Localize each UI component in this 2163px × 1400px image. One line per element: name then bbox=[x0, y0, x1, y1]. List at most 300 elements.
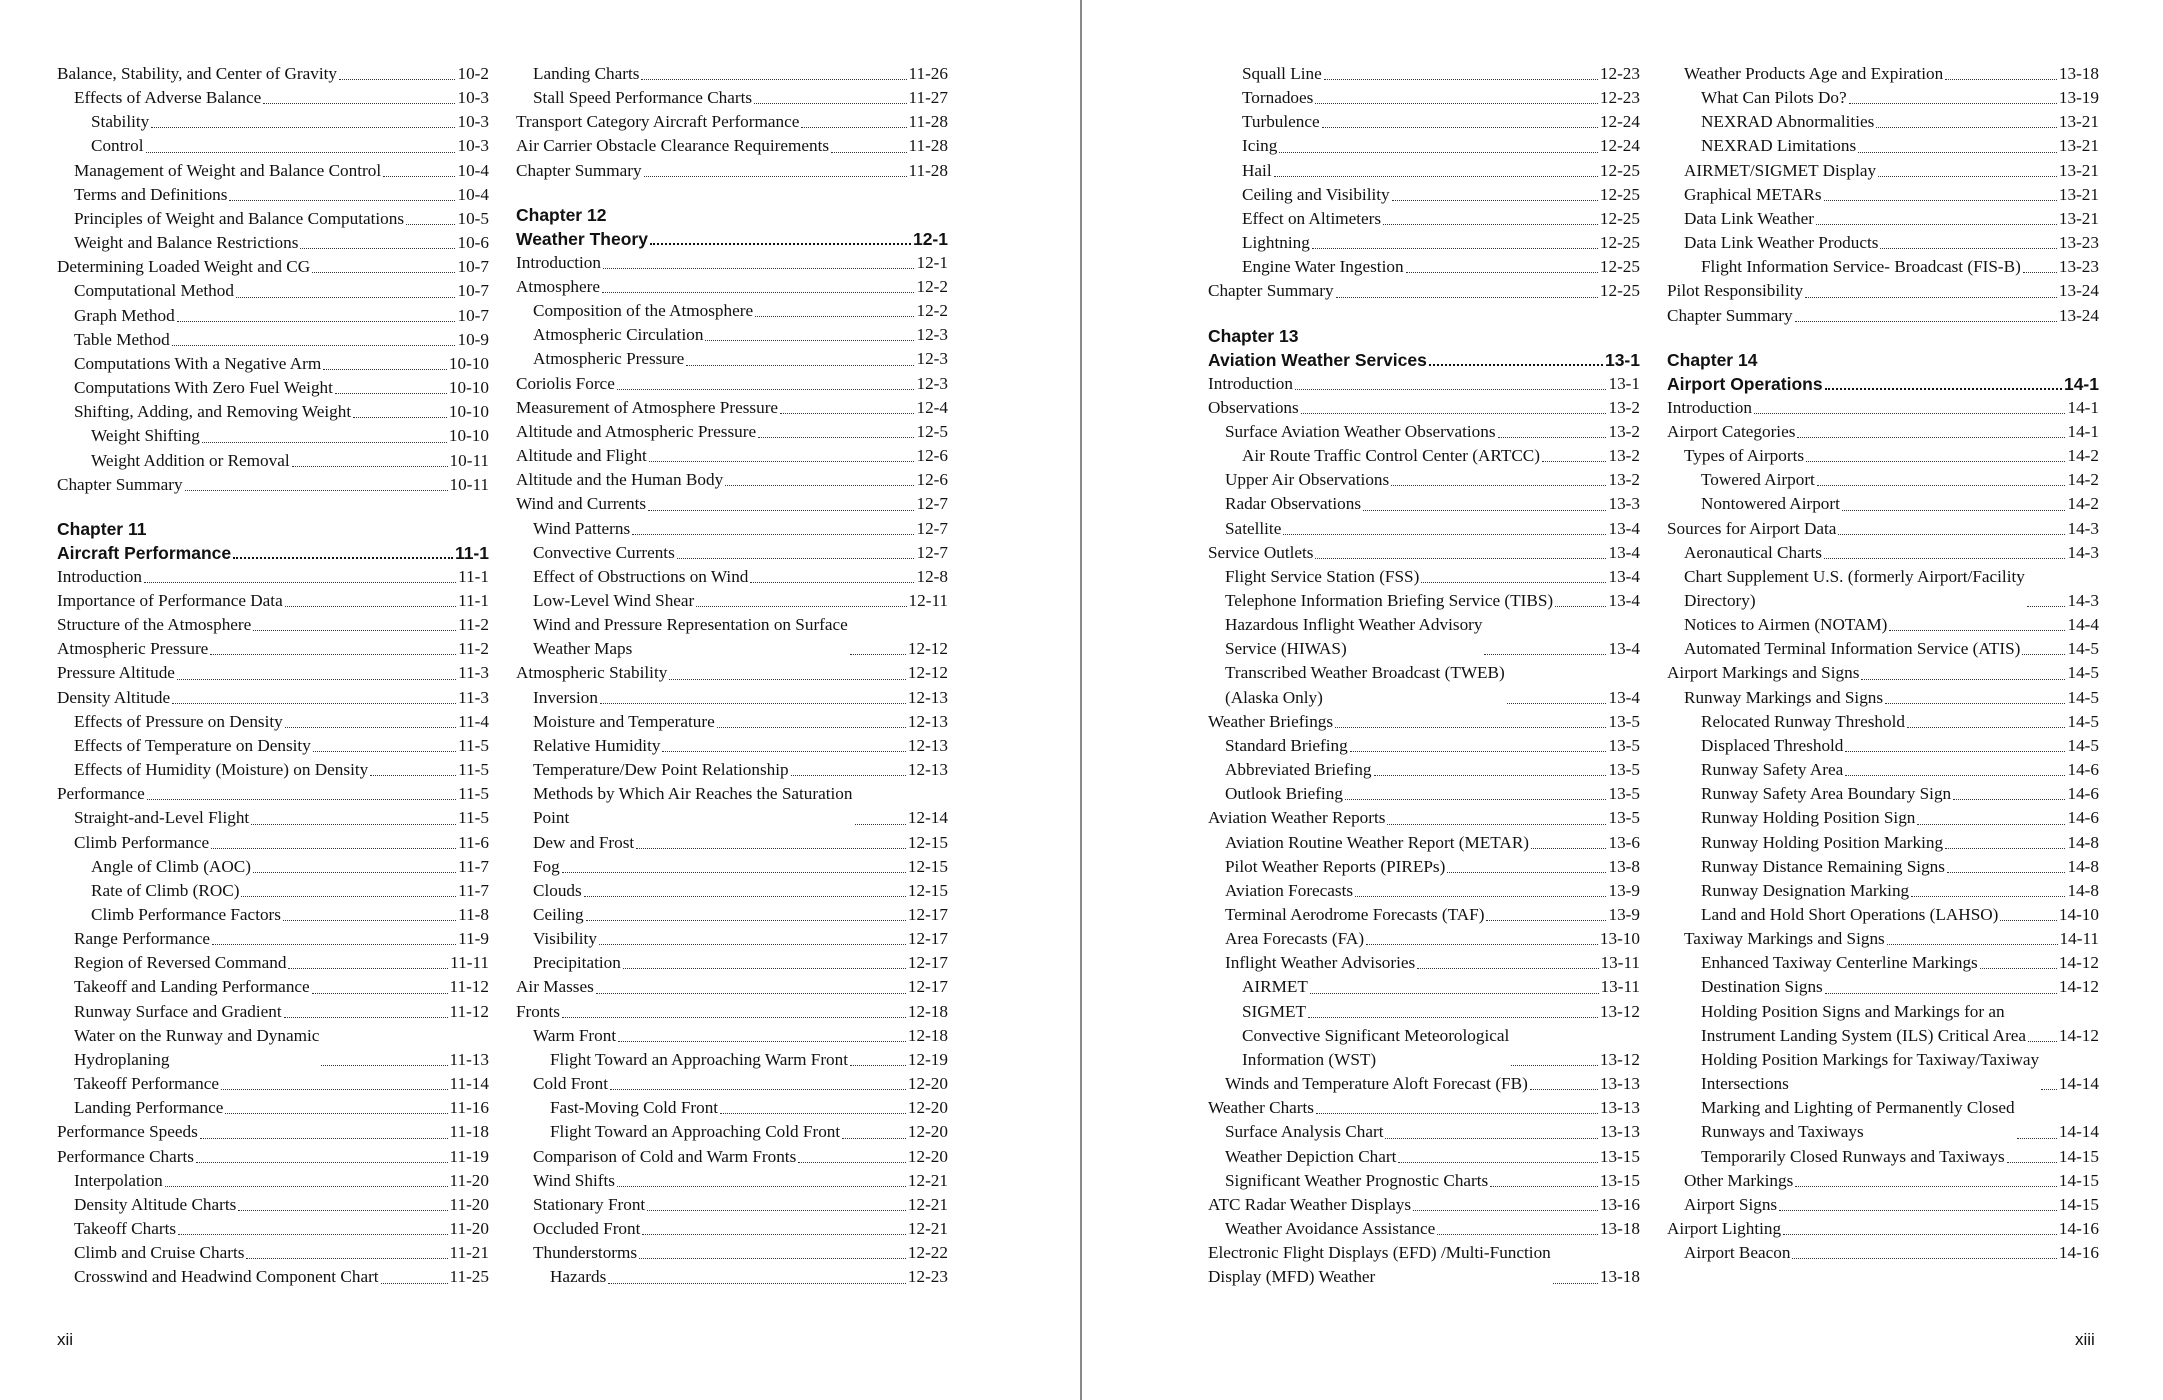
toc-page-number: 13-4 bbox=[1608, 566, 1640, 586]
toc-entry[interactable] bbox=[1667, 1048, 2099, 1096]
toc-entry[interactable] bbox=[516, 1145, 948, 1169]
toc-entry[interactable] bbox=[57, 328, 489, 352]
toc-entry-title: Introduction bbox=[1208, 373, 1293, 393]
chapter-title-entry[interactable] bbox=[1667, 372, 2099, 396]
toc-page-number: 12-5 bbox=[916, 421, 948, 441]
toc-entry[interactable] bbox=[1667, 1145, 2099, 1169]
page-number-right: xiii bbox=[2075, 1330, 2095, 1349]
toc-entry[interactable] bbox=[516, 1120, 948, 1144]
toc-entry[interactable] bbox=[57, 1241, 489, 1265]
toc-page-number: 10-4 bbox=[457, 160, 489, 180]
dot-leader bbox=[669, 679, 906, 680]
toc-entry-title: Region of Reversed Command bbox=[74, 953, 287, 973]
toc-entry[interactable] bbox=[1667, 207, 2099, 231]
toc-page-number: 14-3 bbox=[2067, 518, 2099, 538]
toc-entry[interactable] bbox=[516, 1265, 948, 1289]
toc-entry-title: Cold Front bbox=[533, 1074, 608, 1094]
toc-entry[interactable] bbox=[516, 903, 948, 927]
toc-entry[interactable] bbox=[516, 86, 948, 110]
toc-entry[interactable] bbox=[516, 710, 948, 734]
toc-entry[interactable] bbox=[1667, 159, 2099, 183]
toc-entry[interactable] bbox=[57, 1265, 489, 1289]
toc-entry-title: Effect on Altimeters bbox=[1242, 208, 1382, 228]
toc-entry[interactable] bbox=[57, 400, 489, 424]
toc-page-number: 13-5 bbox=[1608, 808, 1640, 828]
toc-entry[interactable] bbox=[516, 62, 948, 86]
dot-leader bbox=[1490, 1186, 1598, 1187]
toc-entry[interactable] bbox=[57, 951, 489, 975]
toc-entry[interactable] bbox=[516, 347, 948, 371]
toc-entry[interactable] bbox=[57, 613, 489, 637]
toc-entry[interactable] bbox=[516, 372, 948, 396]
dot-leader bbox=[599, 944, 906, 945]
toc-page-number: 13-9 bbox=[1608, 880, 1640, 900]
dot-leader bbox=[801, 127, 906, 128]
toc-entry[interactable] bbox=[57, 806, 489, 830]
toc-entry-title: Graph Method bbox=[74, 305, 175, 325]
toc-entry[interactable] bbox=[516, 420, 948, 444]
toc-entry-title: Management of Weight and Balance Control bbox=[74, 160, 382, 180]
toc-entry[interactable] bbox=[1208, 134, 1640, 158]
toc-entry[interactable] bbox=[57, 352, 489, 376]
toc-entry[interactable] bbox=[1208, 110, 1640, 134]
toc-page-number: 11-16 bbox=[449, 1098, 489, 1118]
toc-page-number: 13-9 bbox=[1608, 905, 1640, 924]
toc-entry[interactable] bbox=[1208, 1096, 1640, 1120]
toc-entry[interactable] bbox=[516, 927, 948, 951]
toc-entry[interactable] bbox=[57, 879, 489, 903]
toc-entry[interactable] bbox=[516, 396, 948, 420]
toc-entry[interactable] bbox=[1667, 710, 2099, 734]
toc-entry[interactable] bbox=[57, 927, 489, 951]
toc-entry[interactable] bbox=[1667, 110, 2099, 134]
toc-page-number: 13-15 bbox=[1599, 1146, 1640, 1166]
toc-entry[interactable] bbox=[1208, 183, 1640, 207]
toc-entry[interactable] bbox=[516, 782, 948, 830]
toc-page-number: 13-19 bbox=[2058, 88, 2099, 108]
toc-entry[interactable] bbox=[1667, 1169, 2099, 1193]
toc-entry[interactable] bbox=[516, 613, 948, 661]
toc-page-number: 14-6 bbox=[2067, 808, 2099, 828]
toc-page-number: 13-13 bbox=[1599, 1074, 1640, 1094]
toc-entry[interactable] bbox=[516, 1048, 948, 1072]
toc-entry-title: Chapter Summary bbox=[1667, 305, 1793, 325]
toc-page-number: 12-20 bbox=[907, 1074, 948, 1094]
toc-entry[interactable] bbox=[516, 734, 948, 758]
dot-leader bbox=[648, 510, 914, 511]
toc-entry-title: Rate of Climb (ROC) bbox=[91, 880, 240, 900]
toc-entry[interactable] bbox=[516, 275, 948, 299]
toc-entry[interactable] bbox=[1208, 855, 1640, 879]
toc-page-number: 14-15 bbox=[2058, 1194, 2099, 1214]
toc-entry[interactable] bbox=[1208, 613, 1640, 661]
toc-entry[interactable] bbox=[516, 951, 948, 975]
toc-entry[interactable] bbox=[1667, 565, 2099, 613]
toc-entry[interactable] bbox=[1208, 1193, 1640, 1217]
toc-entry[interactable] bbox=[57, 734, 489, 758]
toc-entry[interactable] bbox=[57, 1193, 489, 1217]
toc-page-number: 13-16 bbox=[1599, 1194, 1640, 1214]
toc-entry[interactable] bbox=[516, 661, 948, 685]
toc-entry[interactable] bbox=[1208, 231, 1640, 255]
toc-entry[interactable] bbox=[516, 299, 948, 323]
toc-entry[interactable] bbox=[516, 879, 948, 903]
toc-page-number: 11-1 bbox=[458, 590, 489, 610]
dot-leader bbox=[172, 703, 456, 704]
toc-entry[interactable] bbox=[57, 758, 489, 782]
toc-entry[interactable] bbox=[1208, 589, 1640, 613]
toc-entry-title: Landing Charts bbox=[533, 64, 640, 83]
toc-entry-title: Transport Category Aircraft Performance bbox=[516, 112, 800, 132]
toc-column-left-1 bbox=[57, 62, 489, 1290]
toc-entry[interactable] bbox=[57, 565, 489, 589]
toc-entry[interactable] bbox=[1667, 134, 2099, 158]
toc-entry[interactable] bbox=[1208, 159, 1640, 183]
dot-leader bbox=[586, 920, 906, 921]
toc-entry-title: Tornadoes bbox=[1242, 88, 1314, 108]
toc-entry-title: Performance bbox=[57, 784, 145, 804]
toc-entry[interactable] bbox=[1667, 613, 2099, 637]
toc-entry[interactable] bbox=[57, 1169, 489, 1193]
toc-entry-title: Interpolation bbox=[74, 1170, 163, 1190]
toc-entry[interactable] bbox=[1667, 279, 2099, 303]
toc-entry[interactable] bbox=[1208, 879, 1640, 903]
toc-entry[interactable] bbox=[1208, 1169, 1640, 1193]
toc-entry-title: Service Outlets bbox=[1208, 542, 1314, 562]
toc-entry[interactable] bbox=[1667, 927, 2099, 951]
toc-entry[interactable] bbox=[57, 1072, 489, 1096]
toc-entry-title: Takeoff Performance bbox=[74, 1074, 219, 1094]
toc-entry[interactable] bbox=[1208, 1000, 1640, 1024]
toc-entry[interactable] bbox=[57, 449, 489, 473]
dot-leader bbox=[632, 534, 914, 535]
dot-leader bbox=[850, 1065, 906, 1066]
toc-entry[interactable] bbox=[516, 565, 948, 589]
dot-leader bbox=[1406, 272, 1598, 273]
toc-entry-title: Taxiway Markings and Signs bbox=[1684, 929, 1885, 949]
dot-leader bbox=[855, 824, 906, 825]
toc-page-number: 11-21 bbox=[449, 1243, 489, 1263]
dot-leader bbox=[780, 413, 914, 414]
toc-entry[interactable] bbox=[1667, 806, 2099, 830]
toc-entry[interactable] bbox=[1667, 396, 2099, 420]
toc-page-number: 13-12 bbox=[1599, 1049, 1640, 1069]
toc-entry[interactable] bbox=[1667, 637, 2099, 661]
toc-entry-title: Composition of the Atmosphere bbox=[533, 301, 754, 321]
toc-entry[interactable] bbox=[516, 323, 948, 347]
toc-entry[interactable] bbox=[516, 1000, 948, 1024]
toc-entry[interactable] bbox=[1208, 517, 1640, 541]
toc-entry[interactable] bbox=[1667, 541, 2099, 565]
toc-entry[interactable] bbox=[1667, 304, 2099, 328]
chapter-page-number: 13-1 bbox=[1604, 349, 1640, 370]
toc-entry[interactable] bbox=[516, 1096, 948, 1120]
toc-entry-title: Airport Categories bbox=[1667, 421, 1796, 441]
toc-entry[interactable] bbox=[1208, 541, 1640, 565]
toc-entry[interactable] bbox=[1208, 1145, 1640, 1169]
toc-entry[interactable] bbox=[57, 1024, 489, 1072]
toc-entry[interactable] bbox=[1667, 734, 2099, 758]
toc-entry[interactable] bbox=[516, 444, 948, 468]
toc-page-number: 12-7 bbox=[916, 494, 948, 514]
toc-entry[interactable] bbox=[1208, 1072, 1640, 1096]
toc-entry[interactable] bbox=[1667, 1217, 2099, 1241]
toc-entry[interactable] bbox=[1667, 903, 2099, 927]
toc-entry[interactable] bbox=[57, 1120, 489, 1144]
toc-entry[interactable] bbox=[57, 661, 489, 685]
toc-entry[interactable] bbox=[516, 251, 948, 275]
toc-entry[interactable] bbox=[1208, 565, 1640, 589]
toc-entry[interactable] bbox=[1667, 1000, 2099, 1048]
toc-entry[interactable] bbox=[516, 855, 948, 879]
toc-entry[interactable] bbox=[1667, 1193, 2099, 1217]
toc-entry[interactable] bbox=[1667, 1096, 2099, 1144]
dot-leader bbox=[178, 1234, 447, 1235]
dot-leader bbox=[720, 1113, 906, 1114]
dot-leader bbox=[754, 103, 906, 104]
toc-entry[interactable] bbox=[57, 231, 489, 255]
toc-entry[interactable] bbox=[1667, 62, 2099, 86]
toc-entry[interactable] bbox=[1208, 927, 1640, 951]
toc-entry[interactable] bbox=[516, 541, 948, 565]
toc-entry[interactable] bbox=[1208, 492, 1640, 516]
dot-leader bbox=[1355, 896, 1606, 897]
toc-page-number: 10-10 bbox=[448, 353, 489, 373]
dot-leader bbox=[1842, 510, 2066, 511]
toc-page-number: 14-10 bbox=[2058, 905, 2099, 924]
toc-entry[interactable] bbox=[1667, 183, 2099, 207]
toc-entry[interactable] bbox=[1208, 782, 1640, 806]
dot-leader bbox=[225, 1113, 447, 1114]
toc-page-number: 14-2 bbox=[2067, 470, 2099, 490]
dot-leader bbox=[1437, 1234, 1598, 1235]
toc-page-number: 11-19 bbox=[449, 1146, 489, 1166]
toc-entry[interactable] bbox=[1208, 903, 1640, 927]
toc-entry[interactable] bbox=[1667, 517, 2099, 541]
toc-entry-title: Effects of Adverse Balance bbox=[74, 88, 262, 108]
toc-entry[interactable] bbox=[57, 279, 489, 303]
dot-leader bbox=[717, 727, 906, 728]
toc-page-number: 12-23 bbox=[1599, 64, 1640, 83]
toc-entry-title: Fronts bbox=[516, 1001, 560, 1021]
toc-entry[interactable] bbox=[516, 1169, 948, 1193]
toc-entry[interactable] bbox=[1667, 420, 2099, 444]
toc-entry-title: Temporarily Closed Runways and Taxiways bbox=[1701, 1146, 2005, 1166]
right-page bbox=[1085, 0, 2163, 1400]
toc-entry[interactable] bbox=[57, 304, 489, 328]
toc-entry[interactable] bbox=[1667, 782, 2099, 806]
toc-entry-title: Effect of Obstructions on Wind bbox=[533, 566, 749, 586]
toc-entry[interactable] bbox=[1208, 255, 1640, 279]
toc-entry[interactable] bbox=[516, 831, 948, 855]
toc-page-number: 12-17 bbox=[907, 905, 948, 924]
toc-page-number: 12-12 bbox=[907, 639, 948, 659]
toc-entry[interactable] bbox=[1208, 444, 1640, 468]
toc-entry[interactable] bbox=[1667, 879, 2099, 903]
toc-entry[interactable] bbox=[516, 492, 948, 516]
toc-page-number: 13-21 bbox=[2058, 136, 2099, 156]
toc-entry[interactable] bbox=[1208, 62, 1640, 86]
toc-entry[interactable] bbox=[57, 376, 489, 400]
toc-entry[interactable] bbox=[57, 903, 489, 927]
dot-leader bbox=[650, 243, 911, 245]
toc-page-number: 13-1 bbox=[1608, 373, 1640, 393]
toc-page-number: 12-13 bbox=[907, 760, 948, 780]
toc-entry[interactable] bbox=[516, 589, 948, 613]
toc-page-number: 14-3 bbox=[2067, 590, 2099, 610]
toc-entry[interactable] bbox=[516, 975, 948, 999]
toc-entry[interactable] bbox=[57, 110, 489, 134]
toc-entry-title: Hazards bbox=[550, 1267, 607, 1287]
toc-entry[interactable] bbox=[57, 782, 489, 806]
toc-entry[interactable] bbox=[516, 1193, 948, 1217]
toc-entry-title: Atmospheric Pressure bbox=[533, 349, 685, 369]
toc-entry[interactable] bbox=[1667, 492, 2099, 516]
toc-entry[interactable] bbox=[1208, 831, 1640, 855]
toc-entry-title: Performance Speeds bbox=[57, 1122, 198, 1142]
toc-entry[interactable] bbox=[1667, 468, 2099, 492]
toc-entry[interactable] bbox=[57, 686, 489, 710]
chapter-title-entry[interactable] bbox=[57, 541, 489, 565]
toc-entry[interactable] bbox=[57, 424, 489, 448]
toc-entry[interactable] bbox=[516, 1024, 948, 1048]
dot-leader bbox=[725, 485, 914, 486]
toc-entry[interactable] bbox=[57, 1145, 489, 1169]
toc-entry[interactable] bbox=[1208, 372, 1640, 396]
toc-entry[interactable] bbox=[57, 975, 489, 999]
toc-entry[interactable] bbox=[1208, 975, 1640, 999]
toc-entry[interactable] bbox=[57, 183, 489, 207]
toc-entry[interactable] bbox=[516, 517, 948, 541]
toc-entry-title: Control bbox=[91, 136, 144, 156]
toc-page-number: 13-13 bbox=[1599, 1122, 1640, 1142]
toc-entry[interactable] bbox=[57, 473, 489, 497]
toc-entry[interactable] bbox=[1208, 207, 1640, 231]
dot-leader bbox=[335, 393, 447, 394]
toc-entry[interactable] bbox=[57, 207, 489, 231]
toc-entry[interactable] bbox=[516, 159, 948, 183]
toc-entry-title: Wind and Currents bbox=[516, 494, 647, 514]
toc-entry[interactable] bbox=[1208, 734, 1640, 758]
toc-entry[interactable] bbox=[1208, 710, 1640, 734]
toc-entry[interactable] bbox=[1667, 86, 2099, 110]
toc-entry-title: Thunderstorms bbox=[533, 1243, 638, 1263]
toc-entry[interactable] bbox=[57, 1217, 489, 1241]
toc-entry[interactable] bbox=[516, 110, 948, 134]
dot-leader bbox=[1825, 993, 2057, 994]
toc-page-number: 11-25 bbox=[449, 1267, 489, 1287]
toc-page-number: 14-2 bbox=[2067, 494, 2099, 514]
toc-entry-title: Effects of Humidity (Moisture) on Density bbox=[74, 760, 369, 780]
toc-entry[interactable] bbox=[1208, 420, 1640, 444]
toc-page-number: 12-15 bbox=[907, 856, 948, 876]
dot-leader bbox=[1824, 558, 2066, 559]
toc-entry-title: Airport Lighting bbox=[1667, 1219, 1782, 1239]
toc-entry-title: Computational Method bbox=[74, 281, 234, 301]
toc-entry[interactable] bbox=[1208, 1024, 1640, 1072]
toc-entry[interactable] bbox=[516, 1072, 948, 1096]
toc-entry[interactable] bbox=[1667, 1241, 2099, 1265]
toc-entry[interactable] bbox=[57, 159, 489, 183]
toc-entry[interactable] bbox=[1667, 758, 2099, 782]
toc-entry[interactable] bbox=[516, 1241, 948, 1265]
toc-page-number: 11-12 bbox=[449, 1001, 489, 1021]
toc-entry[interactable] bbox=[1667, 975, 2099, 999]
dot-leader bbox=[1980, 968, 2057, 969]
toc-entry-title: NEXRAD Abnormalities bbox=[1701, 112, 1875, 132]
toc-entry[interactable] bbox=[1208, 86, 1640, 110]
toc-entry[interactable] bbox=[1667, 661, 2099, 685]
toc-entry[interactable] bbox=[1667, 831, 2099, 855]
toc-entry[interactable] bbox=[1208, 661, 1640, 709]
toc-entry[interactable] bbox=[516, 134, 948, 158]
toc-entry[interactable] bbox=[1667, 444, 2099, 468]
toc-entry[interactable] bbox=[516, 1217, 948, 1241]
toc-entry[interactable] bbox=[57, 1096, 489, 1120]
toc-entry[interactable] bbox=[57, 62, 489, 86]
toc-entry-title: Area Forecasts (FA) bbox=[1225, 929, 1365, 949]
toc-entry[interactable] bbox=[1208, 396, 1640, 420]
toc-entry[interactable] bbox=[1208, 758, 1640, 782]
toc-entry-title: Squall Line bbox=[1242, 64, 1322, 83]
toc-entry[interactable] bbox=[57, 710, 489, 734]
toc-entry[interactable] bbox=[57, 134, 489, 158]
toc-entry[interactable] bbox=[57, 255, 489, 279]
toc-entry-title: Convective Currents bbox=[533, 542, 675, 562]
toc-entry[interactable] bbox=[57, 86, 489, 110]
dot-leader bbox=[644, 176, 907, 177]
chapter-title-entry[interactable] bbox=[1208, 348, 1640, 372]
toc-entry[interactable] bbox=[1208, 1241, 1640, 1289]
toc-entry-title: Airport Markings and Signs bbox=[1667, 663, 1860, 683]
toc-entry[interactable] bbox=[1667, 686, 2099, 710]
toc-entry[interactable] bbox=[57, 637, 489, 661]
toc-page-number: 12-14 bbox=[907, 808, 948, 828]
dot-leader bbox=[285, 606, 456, 607]
dot-leader bbox=[383, 176, 455, 177]
toc-entry[interactable] bbox=[516, 758, 948, 782]
toc-entry[interactable] bbox=[1208, 468, 1640, 492]
dot-leader bbox=[1511, 1065, 1598, 1066]
toc-entry-title: Determining Loaded Weight and CG bbox=[57, 257, 311, 277]
toc-entry-title: Notices to Airmen (NOTAM) bbox=[1684, 615, 1888, 635]
toc-entry[interactable] bbox=[1208, 1120, 1640, 1144]
toc-entry[interactable] bbox=[57, 855, 489, 879]
toc-entry[interactable] bbox=[516, 686, 948, 710]
toc-entry-title: Pilot Responsibility bbox=[1667, 281, 1804, 301]
toc-entry[interactable] bbox=[516, 468, 948, 492]
toc-entry[interactable] bbox=[1208, 806, 1640, 830]
toc-entry[interactable] bbox=[1208, 951, 1640, 975]
toc-entry[interactable] bbox=[1667, 255, 2099, 279]
dot-leader bbox=[1824, 200, 2057, 201]
toc-entry[interactable] bbox=[1208, 279, 1640, 303]
dot-leader bbox=[1858, 152, 2057, 153]
toc-entry-title: Hazardous Inflight Weather Advisory Service (HIWAS) bbox=[1225, 615, 1483, 659]
toc-entry[interactable] bbox=[57, 589, 489, 613]
toc-entry[interactable] bbox=[1208, 1217, 1640, 1241]
dot-leader bbox=[1308, 1017, 1598, 1018]
toc-entry[interactable] bbox=[57, 831, 489, 855]
toc-entry[interactable] bbox=[1667, 951, 2099, 975]
toc-page-number: 14-1 bbox=[2067, 421, 2099, 441]
toc-entry[interactable] bbox=[1667, 855, 2099, 879]
toc-entry[interactable] bbox=[57, 1000, 489, 1024]
chapter-title-entry[interactable] bbox=[516, 227, 948, 251]
toc-entry[interactable] bbox=[1667, 231, 2099, 255]
toc-page-number: 10-10 bbox=[448, 402, 489, 422]
dot-leader bbox=[623, 968, 906, 969]
